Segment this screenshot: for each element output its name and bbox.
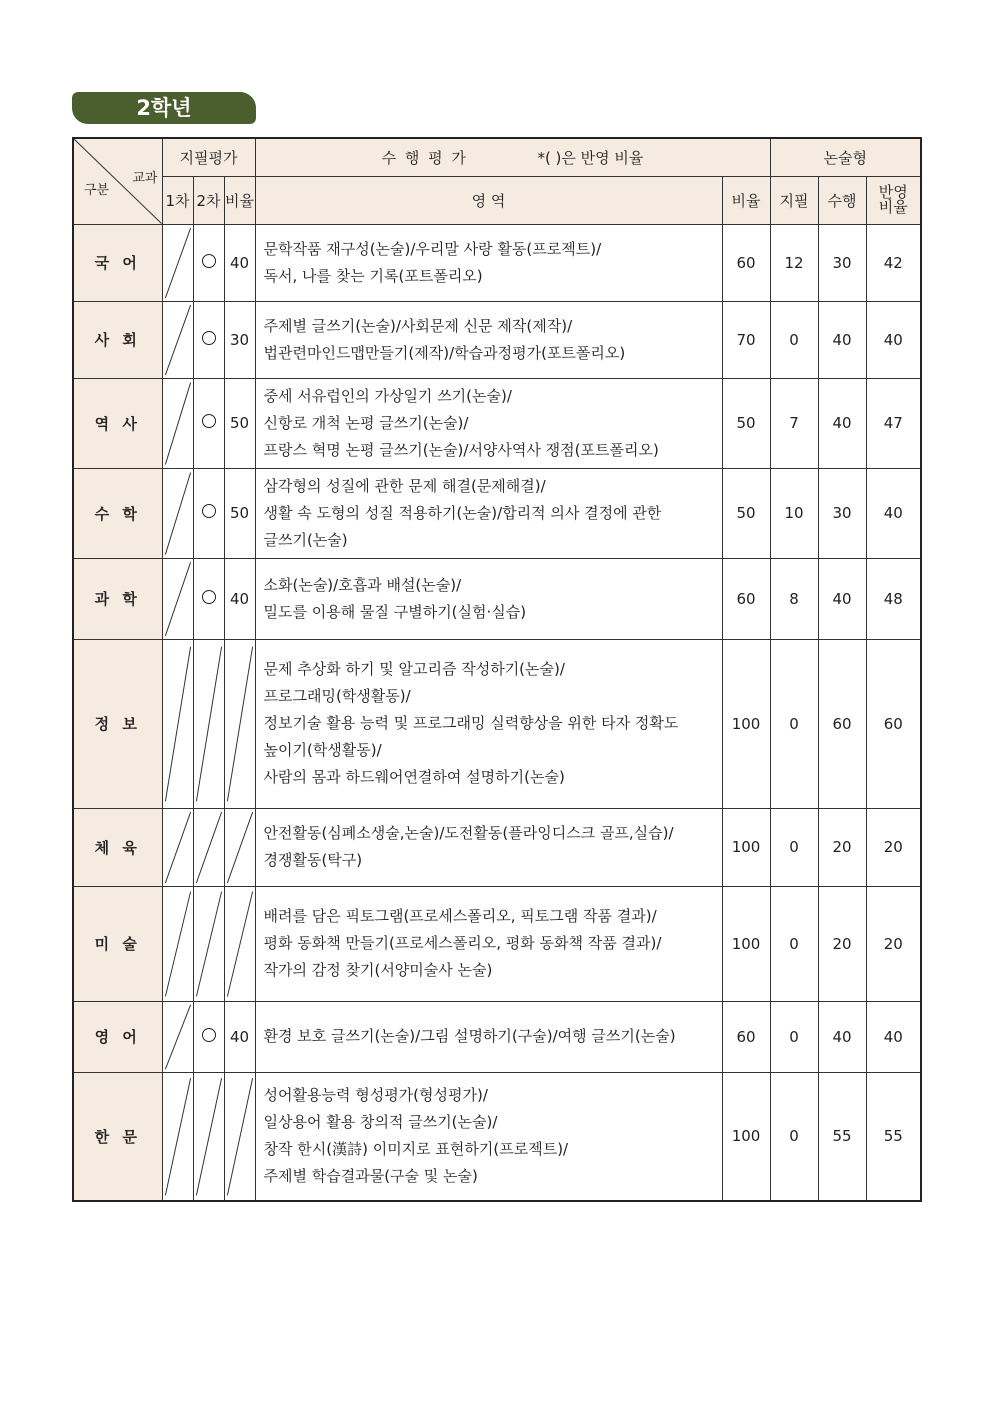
- table-row: [73, 378, 921, 468]
- essay-perf-header: 수행: [818, 176, 866, 224]
- essay-total-cell: 40: [866, 1001, 921, 1072]
- essay-written-cell: 0: [770, 1072, 818, 1201]
- first-exam-cell: [162, 224, 193, 301]
- first-exam-header: 1차: [162, 176, 193, 224]
- area-line: 높이기(학생활동)/: [263, 741, 382, 759]
- subject-cell: 영 어: [73, 1001, 162, 1072]
- written-ratio-cell: [224, 1072, 255, 1201]
- perf-ratio-header: 비율: [722, 176, 770, 224]
- essay-written-cell: 0: [770, 639, 818, 808]
- circle-mark-icon: [202, 331, 216, 345]
- performance-header: [255, 138, 770, 176]
- second-exam-cell: [193, 378, 224, 468]
- corner-category-label: 구분: [84, 182, 110, 198]
- area-line: 창작 한시(漢詩) 이미지로 표현하기(프로젝트)/: [263, 1140, 569, 1159]
- area-cell: [255, 224, 722, 301]
- second-exam-cell: [193, 886, 224, 1001]
- essay-total-cell: 40: [866, 468, 921, 558]
- written-ratio-cell: [224, 808, 255, 886]
- area-line: 밀도를 이용해 물질 구별하기(실험·실습): [263, 602, 527, 621]
- area-line: 안전활동(심폐소생술,논술)/도전활동(플라잉디스크 골프,실습)/: [263, 824, 674, 842]
- diagonal-slash-icon: [194, 640, 224, 808]
- essay-written-header: 지필: [770, 176, 818, 224]
- perf-ratio-cell: 60: [722, 558, 770, 639]
- table-row: [73, 639, 921, 808]
- written-ratio-cell: 30: [224, 301, 255, 378]
- area-cell: [255, 1072, 722, 1201]
- essay-total-cell: 55: [866, 1072, 921, 1201]
- essay-perf-cell: 55: [818, 1072, 866, 1201]
- table-row: [73, 1001, 921, 1072]
- diagonal-slash-icon: [163, 1002, 193, 1072]
- table-row: [73, 301, 921, 378]
- area-line: 문제 추상화 하기 및 알고리즘 작성하기(논술)/: [263, 660, 565, 678]
- subject-cell: 과 학: [73, 558, 162, 639]
- essay-perf-cell: 60: [818, 639, 866, 808]
- table-row: [73, 808, 921, 886]
- area-line: 일상용어 활용 창의적 글쓰기(논술)/: [263, 1113, 498, 1132]
- diagonal-slash-icon: [163, 379, 193, 468]
- essay-written-cell: 0: [770, 808, 818, 886]
- essay-total-cell: 42: [866, 224, 921, 301]
- diagonal-slash-icon: [163, 809, 193, 886]
- area-line: 소화(논술)/호흡과 배설(논술)/: [263, 575, 462, 594]
- area-cell: [255, 558, 722, 639]
- subject-cell: 사 회: [73, 301, 162, 378]
- first-exam-cell: [162, 1001, 193, 1072]
- area-line: 평화 동화책 만들기(프로세스폴리오, 평화 동화책 작품 결과)/: [263, 934, 662, 952]
- table-row: [73, 468, 921, 558]
- area-line: 프로그래밍(학생활동)/: [263, 687, 411, 705]
- essay-written-cell: 12: [770, 224, 818, 301]
- area-cell: [255, 1001, 722, 1072]
- first-exam-cell: [162, 301, 193, 378]
- area-line: 주제별 글쓰기(논술)/사회문제 신문 제작(제작)/: [263, 316, 573, 335]
- essay-written-cell: 7: [770, 378, 818, 468]
- area-line: 문학작품 재구성(논술)/우리말 사랑 활동(프로젝트)/: [263, 239, 602, 258]
- perf-ratio-cell: 100: [722, 1072, 770, 1201]
- essay-written-cell: 8: [770, 558, 818, 639]
- perf-ratio-cell: 60: [722, 224, 770, 301]
- essay-written-cell: 0: [770, 1001, 818, 1072]
- table-row: [73, 1072, 921, 1201]
- second-exam-cell: [193, 639, 224, 808]
- diagonal-slash-icon: [194, 809, 224, 886]
- area-cell: [255, 639, 722, 808]
- diagonal-slash-icon: [225, 640, 255, 808]
- performance-note: *( )은 반영 비율: [537, 148, 644, 167]
- essay-perf-cell: 40: [818, 1001, 866, 1072]
- written-header: 지필평가: [162, 138, 255, 176]
- essay-total-cell: 20: [866, 808, 921, 886]
- essay-total-header: 반영 비율: [866, 176, 921, 224]
- essay-perf-cell: 20: [818, 886, 866, 1001]
- area-line: 삼각형의 성질에 관한 문제 해결(문제해결)/: [263, 476, 546, 495]
- circle-mark-icon: [202, 590, 216, 604]
- corner-subject-label: 교과: [132, 171, 158, 186]
- perf-ratio-cell: 70: [722, 301, 770, 378]
- area-line: 신항로 개척 논평 글쓰기(논술)/: [263, 413, 469, 432]
- area-cell: [255, 808, 722, 886]
- second-exam-cell: [193, 808, 224, 886]
- area-line: 독서, 나를 찾는 기록(포트폴리오): [263, 266, 483, 285]
- subject-cell: 수 학: [73, 468, 162, 558]
- table-row: [73, 886, 921, 1001]
- second-exam-cell: [193, 1001, 224, 1072]
- area-header: 영 역: [255, 176, 722, 224]
- perf-ratio-cell: 50: [722, 468, 770, 558]
- area-cell: [255, 301, 722, 378]
- area-line: 프랑스 혁명 논평 글쓰기(논술)/서양사역사 쟁점(포트폴리오): [263, 440, 659, 459]
- written-ratio-cell: 50: [224, 468, 255, 558]
- diagonal-slash-icon: [163, 225, 193, 301]
- written-ratio-cell: [224, 886, 255, 1001]
- header-row-2: [73, 176, 921, 224]
- diagonal-slash-icon: [225, 809, 255, 886]
- first-exam-cell: [162, 808, 193, 886]
- header-row-1: [73, 138, 921, 176]
- circle-mark-icon: [202, 414, 216, 428]
- essay-total-cell: 60: [866, 639, 921, 808]
- circle-mark-icon: [202, 504, 216, 518]
- essay-total-cell: 40: [866, 301, 921, 378]
- evaluation-table: [72, 137, 922, 1202]
- first-exam-cell: [162, 886, 193, 1001]
- written-ratio-header: 비율: [224, 176, 255, 224]
- essay-perf-cell: 20: [818, 808, 866, 886]
- table-row: [73, 558, 921, 639]
- second-exam-cell: [193, 1072, 224, 1201]
- perf-ratio-cell: 100: [722, 886, 770, 1001]
- area-line: 사람의 몸과 하드웨어연결하여 설명하기(논술): [263, 768, 565, 786]
- area-line: 성어활용능력 형성평가(형성평가)/: [263, 1086, 488, 1105]
- second-exam-cell: [193, 558, 224, 639]
- subject-cell: 정 보: [73, 639, 162, 808]
- performance-label: 수 행 평 가: [381, 148, 468, 167]
- area-line: 법관련마인드맵만들기(제작)/학습과정평가(포트폴리오): [263, 343, 626, 362]
- diagonal-slash-icon: [163, 469, 193, 558]
- circle-mark-icon: [202, 1028, 216, 1042]
- written-ratio-cell: 50: [224, 378, 255, 468]
- first-exam-cell: [162, 558, 193, 639]
- area-cell: [255, 886, 722, 1001]
- diagonal-slash-icon: [225, 1073, 255, 1201]
- subject-cell: 미 술: [73, 886, 162, 1001]
- area-line: 작가의 감정 찾기(서양미술사 논술): [263, 961, 493, 979]
- essay-written-cell: 0: [770, 301, 818, 378]
- subject-cell: 국 어: [73, 224, 162, 301]
- grade-title: 2학년: [72, 92, 256, 124]
- essay-written-cell: 0: [770, 886, 818, 1001]
- essay-written-cell: 10: [770, 468, 818, 558]
- area-line: 주제별 학습결과물(구술 및 논술): [263, 1167, 478, 1186]
- second-exam-header: 2차: [193, 176, 224, 224]
- second-exam-cell: [193, 224, 224, 301]
- table-row: [73, 224, 921, 301]
- area-cell: [255, 378, 722, 468]
- perf-ratio-cell: 50: [722, 378, 770, 468]
- first-exam-cell: [162, 378, 193, 468]
- second-exam-cell: [193, 468, 224, 558]
- area-line: 환경 보호 글쓰기(논술)/그림 설명하기(구술)/여행 글쓰기(논술): [263, 1027, 676, 1045]
- perf-ratio-cell: 100: [722, 808, 770, 886]
- area-line: 정보기술 활용 능력 및 프로그래밍 실력향상을 위한 타자 정확도: [263, 714, 679, 732]
- corner-cell: [73, 138, 162, 224]
- first-exam-cell: [162, 639, 193, 808]
- area-line: 생활 속 도형의 성질 적용하기(논술)/합리적 의사 결정에 관한: [263, 503, 662, 522]
- essay-header: 논술형: [770, 138, 921, 176]
- area-cell: [255, 468, 722, 558]
- diagonal-slash-icon: [163, 302, 193, 378]
- diagonal-slash-icon: [194, 887, 224, 1001]
- area-line: 배려를 담은 픽토그램(프로세스폴리오, 픽토그램 작품 결과)/: [263, 907, 657, 925]
- subject-cell: 체 육: [73, 808, 162, 886]
- written-ratio-cell: 40: [224, 224, 255, 301]
- written-ratio-cell: 40: [224, 558, 255, 639]
- area-line: 글쓰기(논술): [263, 530, 348, 549]
- essay-perf-cell: 30: [818, 224, 866, 301]
- essay-perf-cell: 40: [818, 558, 866, 639]
- diagonal-slash-icon: [163, 640, 193, 808]
- essay-perf-cell: 40: [818, 378, 866, 468]
- diagonal-slash-icon: [225, 887, 255, 1001]
- area-line: 중세 서유럽인의 가상일기 쓰기(논술)/: [263, 386, 512, 405]
- subject-cell: 역 사: [73, 378, 162, 468]
- area-line: 경쟁활동(탁구): [263, 851, 363, 869]
- perf-ratio-cell: 100: [722, 639, 770, 808]
- perf-ratio-cell: 60: [722, 1001, 770, 1072]
- circle-mark-icon: [202, 254, 216, 268]
- essay-perf-cell: 40: [818, 301, 866, 378]
- diagonal-slash-icon: [163, 887, 193, 1001]
- diagonal-slash-icon: [163, 559, 193, 639]
- essay-total-cell: 48: [866, 558, 921, 639]
- essay-total-cell: 20: [866, 886, 921, 1001]
- second-exam-cell: [193, 301, 224, 378]
- first-exam-cell: [162, 468, 193, 558]
- written-ratio-cell: 40: [224, 1001, 255, 1072]
- diagonal-slash-icon: [194, 1073, 224, 1201]
- subject-cell: 한 문: [73, 1072, 162, 1201]
- written-ratio-cell: [224, 639, 255, 808]
- diagonal-slash-icon: [163, 1073, 193, 1201]
- essay-perf-cell: 30: [818, 468, 866, 558]
- first-exam-cell: [162, 1072, 193, 1201]
- essay-total-cell: 47: [866, 378, 921, 468]
